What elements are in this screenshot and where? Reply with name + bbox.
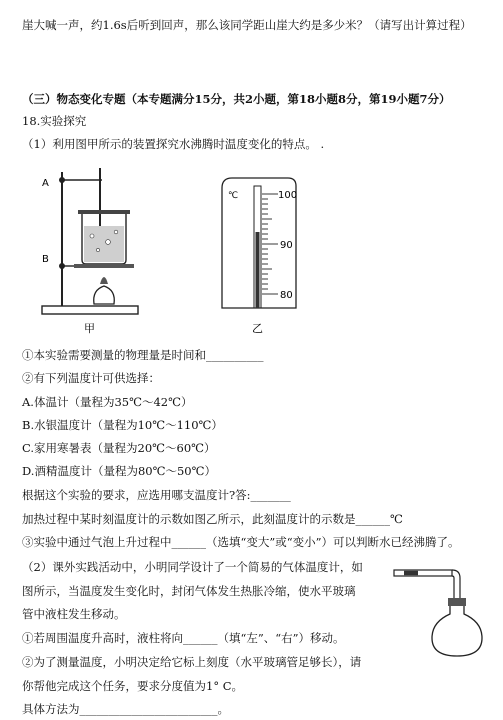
q18-part2-intro: （2）课外实践活动中，小明同学设计了一个简易的气体温度计，如 (22, 560, 363, 574)
q18-part2-sub2: ②为了测量温度，小明决定给它标上刻度（水平玻璃管足够长），请 (22, 655, 362, 669)
tick-80: 80 (280, 290, 293, 301)
q18-part1-intro: （1）利用图甲所示的装置探究水沸腾时温度变化的特点。 . (22, 137, 325, 151)
tick-90: 90 (280, 240, 293, 251)
figure-yi-thermometer (216, 172, 306, 340)
q18-part2-sub2-cont: 你帮他完成这个任务，要求分度值为1° C。 (22, 679, 244, 693)
caption-jia: 甲 (84, 322, 95, 335)
figure-jia-apparatus (38, 164, 158, 336)
q18-choose-thermometer: 根据这个实验的要求，应选用哪支温度计?答:_______ (22, 488, 291, 502)
caption-yi: 乙 (252, 322, 263, 335)
q18-bubbles: ③实验中通过气泡上升过程中______（选填“变大”或“变小”）可以判断水已经沸腾了。 (22, 535, 460, 549)
q18-part2-line3: 管中液柱发生移动。 (22, 607, 126, 621)
option-d: D.酒精温度计（量程为80℃～50℃） (22, 464, 216, 478)
question-18-title: 18.实验探究 (22, 114, 87, 128)
q18-part2-sub1: ①若周围温度升高时，液柱将向______（填“左”、“右”）移动。 (22, 631, 345, 645)
q18-quantity-blank: ①本实验需要测量的物理量是时间和__________ (22, 348, 264, 362)
tick-100: 100 (278, 190, 298, 201)
q17-tail: 崖大喊一声，约1.6s后听到回声，那么该同学距山崖大约是多少米？（请写出计算过程） (22, 18, 472, 32)
q18-options-intro: ②有下列温度计可供选择： (22, 371, 160, 385)
q18-method: 具体方法为________________________。 (22, 702, 229, 716)
option-b: B.水银温度计（量程为10℃～110℃） (22, 418, 223, 432)
q18-part2-line2: 图所示，当温度发生变化时，封闭气体发生热胀冷缩，使水平玻璃 (22, 584, 356, 598)
section-title: （三）物态变化专题（本专题满分15分，共2小题，第18小题8分，第19小题7分） (22, 92, 451, 106)
figure-gas-thermometer (392, 560, 492, 660)
option-a: A.体温计（量程为35℃～42℃） (22, 395, 193, 409)
label-b: B (42, 254, 49, 265)
label-a: A (42, 178, 49, 189)
thermo-unit: ℃ (228, 191, 239, 201)
option-c: C.家用寒暑表（量程为20℃～60℃） (22, 441, 216, 455)
q18-reading: 加热过程中某时刻温度计的示数如图乙所示，此刻温度计的示数是______℃ (22, 512, 403, 526)
